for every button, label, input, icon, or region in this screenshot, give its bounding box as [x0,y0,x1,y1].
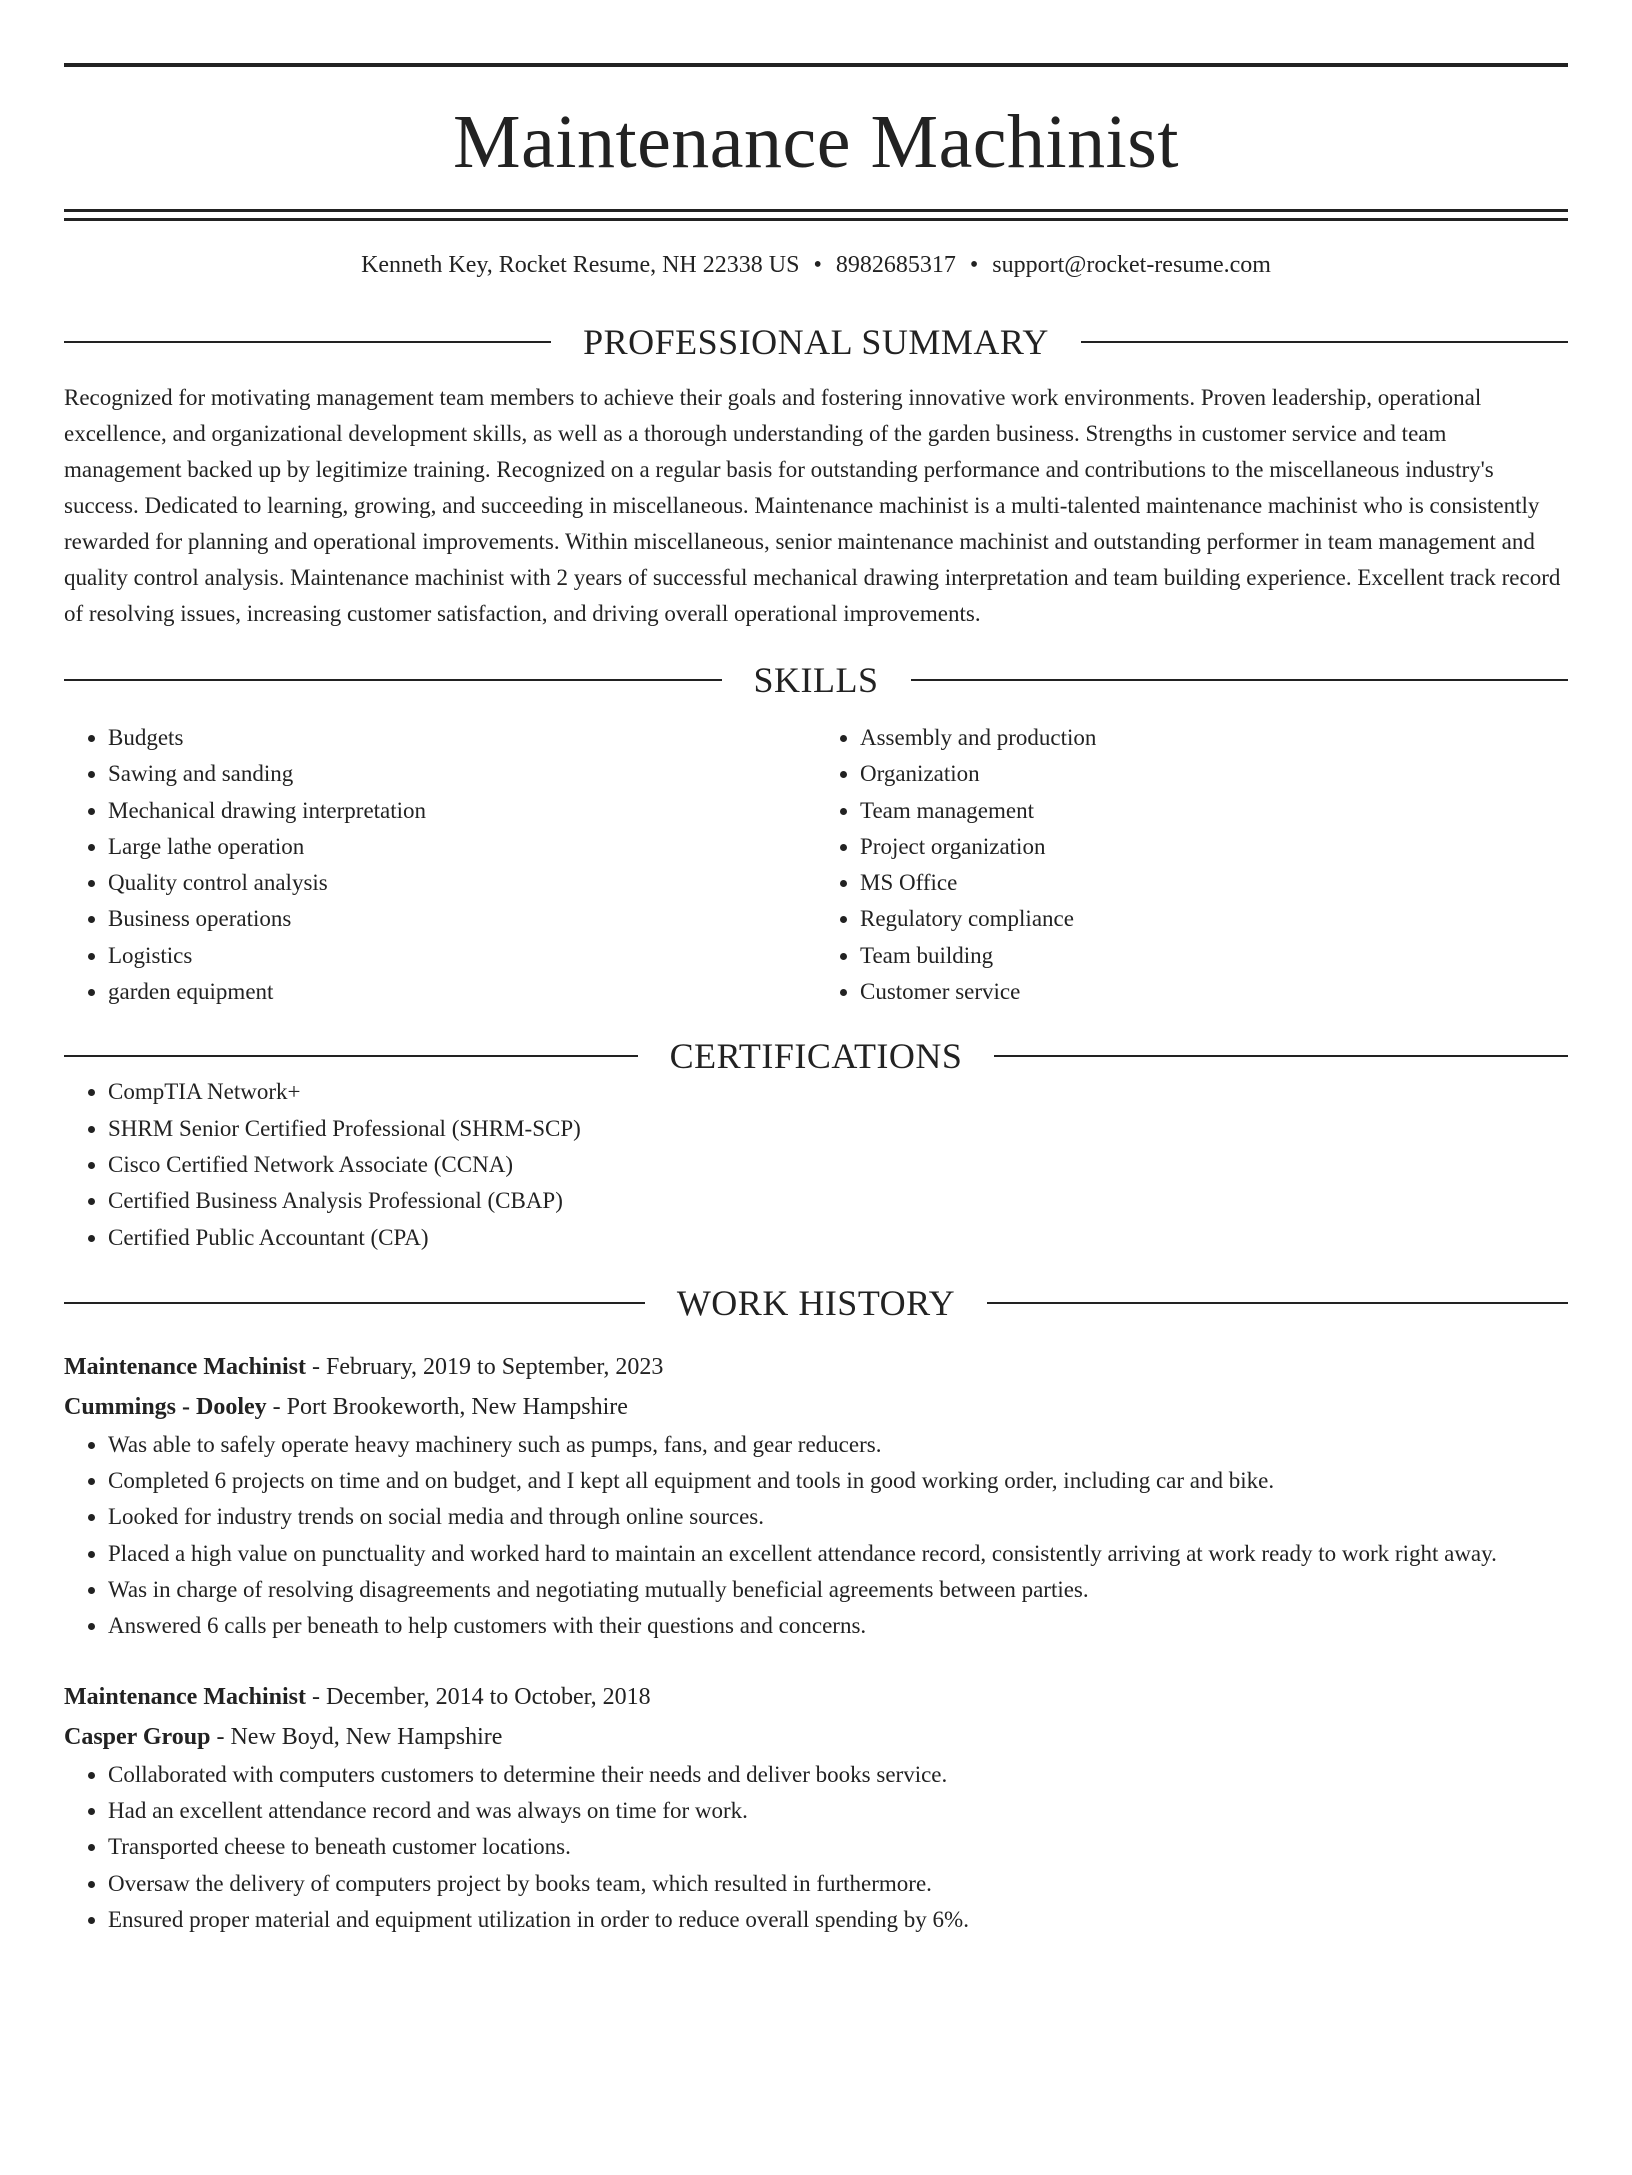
skill-item: • Mechanical drawing interpretation [108,793,816,829]
skill-item: • Assembly and production [860,720,1568,756]
summary-heading-text: PROFESSIONAL SUMMARY [583,322,1049,362]
job-title: Maintenance Machinist [64,1353,306,1380]
job-company: Casper Group [64,1723,211,1750]
job-duty-item: • Was in charge of resolving disagreements and negotiating mutually beneficial agreements between parties. [108,1572,1568,1608]
contact-email: support@rocket-resume.com [992,252,1271,278]
skills-list-left [64,720,816,1010]
certification-item: • Cisco Certified Network Associate (CCNA) [108,1147,1568,1183]
skill-item: • Large lathe operation [108,829,816,865]
job-title: Maintenance Machinist [64,1683,306,1710]
skill-item: • garden equipment [108,974,816,1010]
job-dates: - February, 2019 to September, 2023 [305,1353,664,1380]
skills-column-right [816,720,1568,1010]
job-duty-item: • Collaborated with computers customers to determine their needs and deliver books service. [108,1757,1568,1793]
title-double-rule [64,209,1568,221]
job-entry [64,1677,1568,1938]
resume-page [0,63,1632,2175]
job-company: Cummings - Dooley [64,1393,267,1420]
work-history-heading-text: WORK HISTORY [676,1282,956,1323]
summary-section-heading [64,324,1568,360]
job-company-line [64,1717,1568,1757]
job-entry [64,1347,1568,1645]
contact-address: Kenneth Key, Rocket Resume, NH 22338 US [361,252,800,278]
certification-item: • CompTIA Network+ [108,1074,1568,1110]
skill-item: • Organization [860,756,1568,792]
heading-rule-left [64,1055,638,1057]
heading-rule-left [64,679,722,681]
job-duty-item: • Completed 6 projects on time and on budget, and I kept all equipment and tools in good working order, including car and bike. [108,1463,1568,1499]
job-duties-list [64,1427,1568,1645]
skills-heading-text: SKILLS [753,660,879,700]
skill-item: • Business operations [108,901,816,937]
skill-item: • Team building [860,938,1568,974]
skill-item: • MS Office [860,865,1568,901]
summary-paragraph: Recognized for motivating management team members to achieve their goals and fostering innovative work environments. Proven leadership, operational excellence, and organizational development skills, as well as a thorough understanding of the garden business. Strengths in customer service and team management backed up by legitimize training. Recognized on a regular basis for outstanding performance and contributions to the miscellaneous industry's success. Dedicated to learning, growing, and succeeding in miscellaneous. Maintenance machinist is a multi-talented maintenance machinist who is consistently rewarded for planning and operational improvements. Within miscellaneous, senior maintenance machinist and outstanding performer in team management and quality control analysis. Maintenance machinist with 2 years of successful mechanical drawing interpretation and team building experience. Excellent track record of resolving issues, increasing customer satisfaction, and driving overall operational improvements. [64,385,1561,626]
contact-phone: 8982685317 [835,252,956,278]
job-location: - Port Brookeworth, New Hampshire [266,1393,628,1420]
heading-rule-left [64,1302,645,1304]
skill-item: • Team management [860,793,1568,829]
job-duty-item: • Placed a high value on punctuality and worked hard to maintain an excellent attendance record, consistently arriving at work ready to work right away. [108,1536,1568,1572]
job-duties-list [64,1757,1568,1938]
skill-item: • Regulatory compliance [860,901,1568,937]
contact-line [64,253,1568,281]
job-title-line [64,1347,1568,1387]
certification-item: • Certified Public Accountant (CPA) [108,1220,1568,1256]
skill-item: • Sawing and sanding [108,756,816,792]
job-duty-item: • Answered 6 calls per beneath to help customers with their questions and concerns. [108,1608,1568,1644]
skill-item: • Logistics [108,938,816,974]
job-duty-item: • Looked for industry trends on social media and through online sources. [108,1499,1568,1535]
job-duty-item: • Ensured proper material and equipment utilization in order to reduce overall spending by 6%. [108,1902,1568,1938]
skills-section-heading [64,662,1568,698]
job-duty-item: • Had an excellent attendance record and was always on time for work. [108,1793,1568,1829]
job-duty-item: • Transported cheese to beneath customer locations. [108,1829,1568,1865]
skills-list-right [816,720,1568,1010]
heading-rule-right [1081,341,1568,343]
heading-rule-right [987,1302,1568,1304]
skills-column-left [64,720,816,1010]
contact-separator: • [969,252,979,278]
heading-rule-left [64,341,551,343]
job-duty-item: • Oversaw the delivery of computers project by books team, which resulted in furthermore. [108,1866,1568,1902]
heading-rule-right [994,1055,1568,1057]
certifications-section-heading [64,1036,1568,1077]
heading-rule-right [911,679,1569,681]
job-title-line [64,1677,1568,1717]
work-history-section-heading [64,1282,1568,1323]
skill-item: • Project organization [860,829,1568,865]
job-company-line [64,1387,1568,1427]
skill-item: • Quality control analysis [108,865,816,901]
certification-item: • SHRM Senior Certified Professional (SHRM-SCP) [108,1111,1568,1147]
job-duty-item: • Was able to safely operate heavy machinery such as pumps, fans, and gear reducers. [108,1427,1568,1463]
resume-title: Maintenance Machinist [453,100,1179,184]
skill-item: • Customer service [860,974,1568,1010]
skills-grid [64,720,1568,1010]
certifications-heading-text: CERTIFICATIONS [669,1036,963,1077]
certification-item: • Certified Business Analysis Professional (CBAP) [108,1183,1568,1219]
job-location: - New Boyd, New Hampshire [210,1723,503,1750]
certifications-list [64,1074,1568,1255]
job-dates: - December, 2014 to October, 2018 [305,1683,651,1710]
skill-item: • Budgets [108,720,816,756]
contact-separator: • [813,252,822,278]
